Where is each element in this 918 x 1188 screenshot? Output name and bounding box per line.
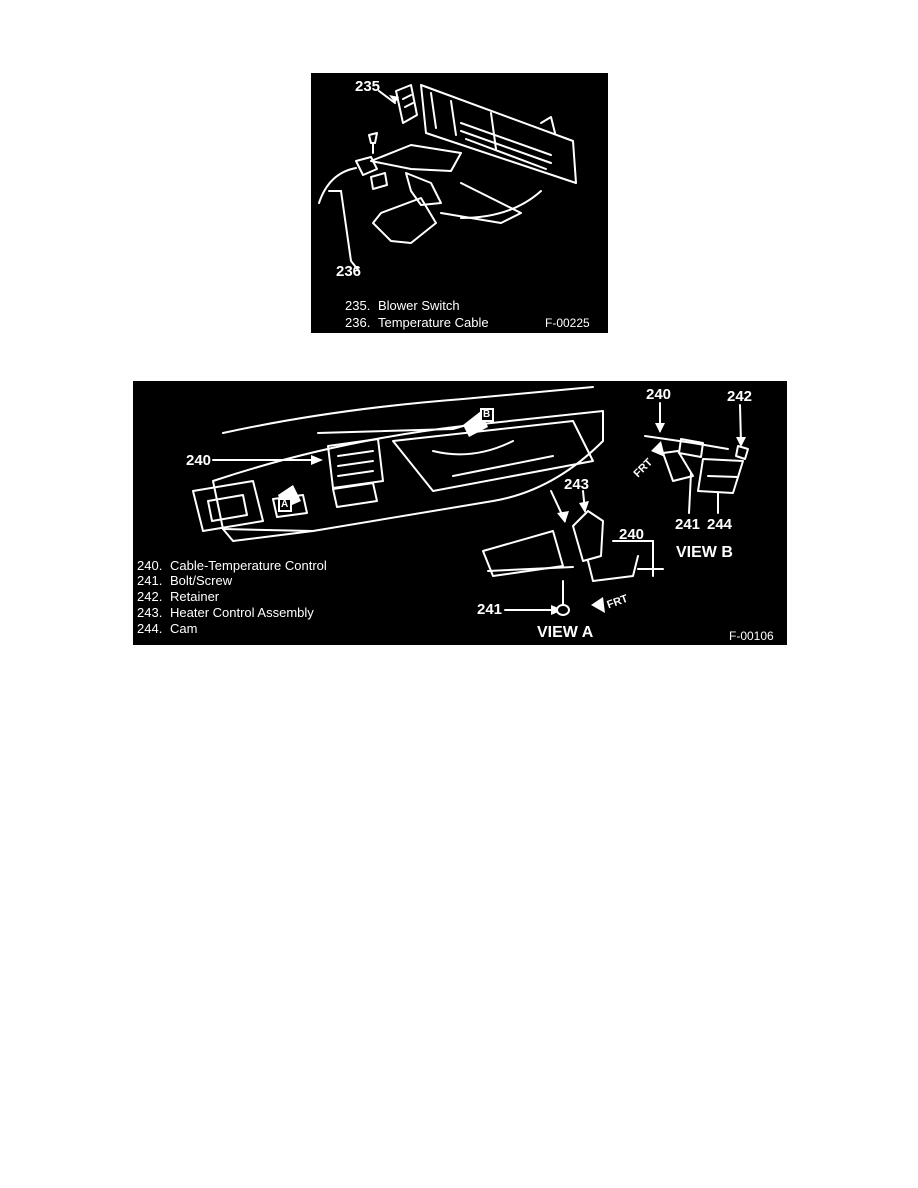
legend-number: 236. xyxy=(345,315,371,330)
dash-top-edge xyxy=(223,387,593,433)
arrow-240-left xyxy=(311,455,323,465)
figure1-line-art xyxy=(311,73,608,333)
callout-240-view-b: 240 xyxy=(646,386,672,403)
figure-code: F-00225 xyxy=(545,316,590,330)
callout-240-left: 240 xyxy=(186,452,212,469)
legend-text: Temperature Cable xyxy=(378,315,489,330)
legend-text: Cable-Temperature Control xyxy=(170,558,327,573)
legend-text: Heater Control Assembly xyxy=(170,605,314,620)
frt-arrow-view-a xyxy=(591,597,605,613)
legend-text: Blower Switch xyxy=(378,298,460,313)
legend-row-235 xyxy=(345,299,460,312)
marker-a: A xyxy=(281,499,289,510)
legend-text: Retainer xyxy=(170,589,220,604)
legend-row-241 xyxy=(137,574,232,587)
heater-control-assembly xyxy=(573,511,603,561)
legend-number: 243. xyxy=(137,605,163,620)
callout-241-view-b: 241 xyxy=(675,516,701,533)
frt-arrow-view-b xyxy=(651,441,665,457)
callout-240-view-a: 240 xyxy=(619,526,645,543)
legend-row-242 xyxy=(137,590,219,603)
legend-row-244 xyxy=(137,622,197,635)
marker-b: B xyxy=(483,409,491,420)
legend-number: 235. xyxy=(345,298,371,313)
figure-code: F-00106 xyxy=(729,629,774,643)
legend-row-236 xyxy=(345,316,489,329)
temperature-cable xyxy=(319,168,356,203)
legend-number: 241. xyxy=(137,573,163,588)
bracket-plate xyxy=(421,85,576,183)
callout-243: 243 xyxy=(564,476,590,493)
callout-235: 235 xyxy=(355,78,381,95)
frt-label-view-b: FRT xyxy=(631,456,656,480)
view-a-label: VIEW A xyxy=(537,624,594,641)
legend-number: 242. xyxy=(137,589,163,604)
legend-row-243 xyxy=(137,606,314,619)
blower-switch-body xyxy=(396,85,417,123)
bolt-view-a xyxy=(557,605,569,615)
legend-number: 244. xyxy=(137,621,163,636)
callout-236: 236 xyxy=(336,263,362,280)
legend-text: Bolt/Screw xyxy=(170,573,233,588)
figure-temperature-cable-diagram xyxy=(133,381,787,645)
callout-244: 244 xyxy=(707,516,733,533)
figure-blower-switch-diagram xyxy=(311,73,608,333)
legend-row-240 xyxy=(137,559,327,572)
view-b-label: VIEW B xyxy=(676,544,733,561)
legend-text: Cam xyxy=(170,621,198,636)
frt-label-view-a: FRT xyxy=(605,592,630,612)
legend-number: 240. xyxy=(137,558,163,573)
callout-241-view-a: 241 xyxy=(477,601,503,618)
callout-242: 242 xyxy=(727,388,753,405)
